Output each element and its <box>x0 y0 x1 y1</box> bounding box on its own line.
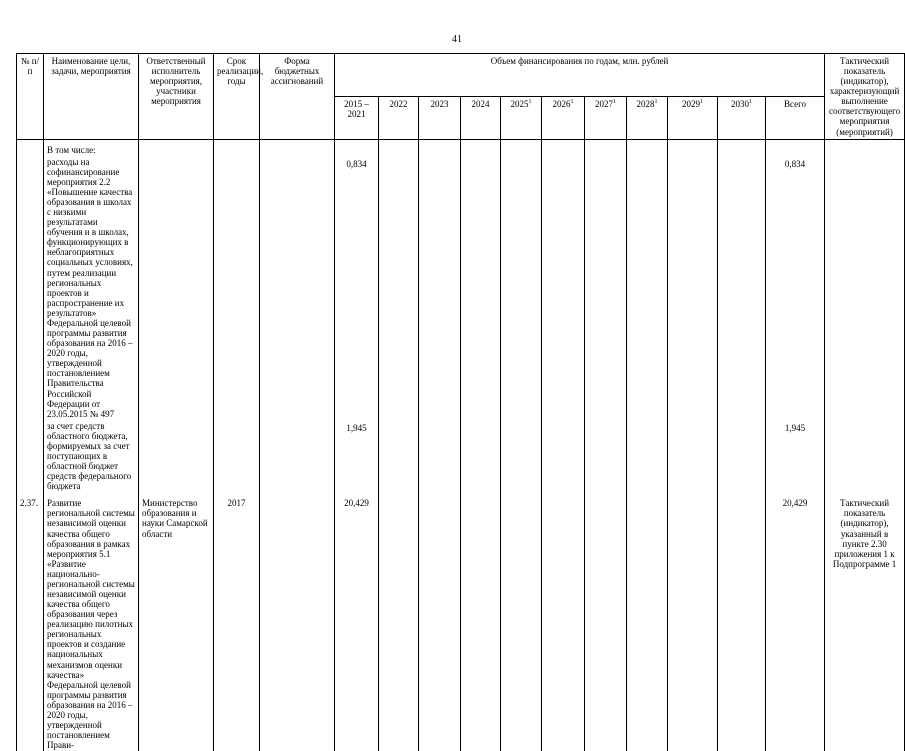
row-form <box>260 492 335 751</box>
row-period <box>214 144 260 156</box>
table-row <box>17 420 905 493</box>
row-responsible: Министерство образования и науки Самарской области <box>139 492 214 751</box>
row-period <box>214 420 260 493</box>
year-2028: 2028$^1$ <box>627 97 668 139</box>
year-2025: 2025$^1$ <box>501 97 542 139</box>
row-name: Развитие региональной системы независимой оценки качества общего образования в рамках мероприятия 5.1 «Развитие национально-региональной системы независимой оценки качества общего образования через реализацию пилотных региональных проектов и создание национальных механизмов оценки качества» Федеральной целевой программы развития образования на 2016 – 2020 годы, утвержденной постановлением Прави- <box>44 492 139 751</box>
row-period <box>214 156 260 420</box>
header-num: № п/п <box>17 54 44 140</box>
row-value-total: 1,945 <box>766 420 825 493</box>
year-2024: 2024 <box>461 97 501 139</box>
year-2027: 2027$^1$ <box>585 97 627 139</box>
row-num: 2.37. <box>17 492 44 751</box>
row-indicator: Тактический показатель (индикатор), указанный в пункте 2.30 приложения 1 к Подпрограмме 1 <box>825 492 905 751</box>
header-name: Наименование цели, задачи, мероприятия <box>44 54 139 140</box>
year-2026: 2026$^1$ <box>542 97 585 139</box>
row-form <box>260 144 335 156</box>
row-form <box>260 420 335 493</box>
row-name: за счет средств областного бюджета, формируемых за счет поступающих в областной бюджет средств федерального бюджета <box>44 420 139 493</box>
row-value-2015: 0,834 <box>335 156 379 420</box>
row-value-2015: 1,945 <box>335 420 379 493</box>
row-num <box>17 420 44 493</box>
row-value-2015: 20,429 <box>335 492 379 751</box>
row-period: 2017 <box>214 492 260 751</box>
row-value-total: 20,429 <box>766 492 825 751</box>
page-number: 41 <box>452 34 462 45</box>
row-responsible <box>139 156 214 420</box>
row-num <box>17 144 44 156</box>
year-total: Всего <box>766 97 825 139</box>
row-form <box>260 156 335 420</box>
row-responsible <box>139 144 214 156</box>
header-form: Форма бюджетных ассигнований <box>260 54 335 140</box>
table-row <box>17 156 905 420</box>
row-num <box>17 156 44 420</box>
year-2030: 2030$^1$ <box>718 97 766 139</box>
year-2029: 2029$^1$ <box>668 97 718 139</box>
year-2022: 2022 <box>379 97 419 139</box>
row-indicator <box>825 156 905 420</box>
row-value-total <box>766 144 825 156</box>
row-name: расходы на софинансирование мероприятия 2.2 «Повышение качества образования в школах с низкими результатами обучения и в школах, функционирующих в неблагоприятных социальных условиях, путем реализации региональных проектов и распространение их результатов» Федеральной целевой программы развития образования на 2016 – 2020 годы, утвержденной постановлением Правительства Российской Федерации от 23.05.2015 № 497 <box>44 156 139 420</box>
row-value-2015 <box>335 144 379 156</box>
row-indicator <box>825 144 905 156</box>
table-row <box>17 492 905 751</box>
row-name: В том числе: <box>44 144 139 156</box>
table-row <box>17 144 905 156</box>
row-responsible <box>139 420 214 493</box>
header-indicator: Тактический показатель (индикатор), характеризующий выполнение соответствующего мероприятия (мероприятий) <box>825 54 905 140</box>
funding-table <box>16 53 905 751</box>
row-indicator <box>825 420 905 493</box>
year-2023: 2023 <box>419 97 461 139</box>
header-responsible: Ответственный исполнитель мероприятия, участники мероприятия <box>139 54 214 140</box>
year-2015-2021: 2015 – 2021 <box>335 97 379 139</box>
header-period: Срок реализации, годы <box>214 54 260 140</box>
header-funding: Объем финансирования по годам, млн. рублей <box>335 54 825 97</box>
row-value-total: 0,834 <box>766 156 825 420</box>
